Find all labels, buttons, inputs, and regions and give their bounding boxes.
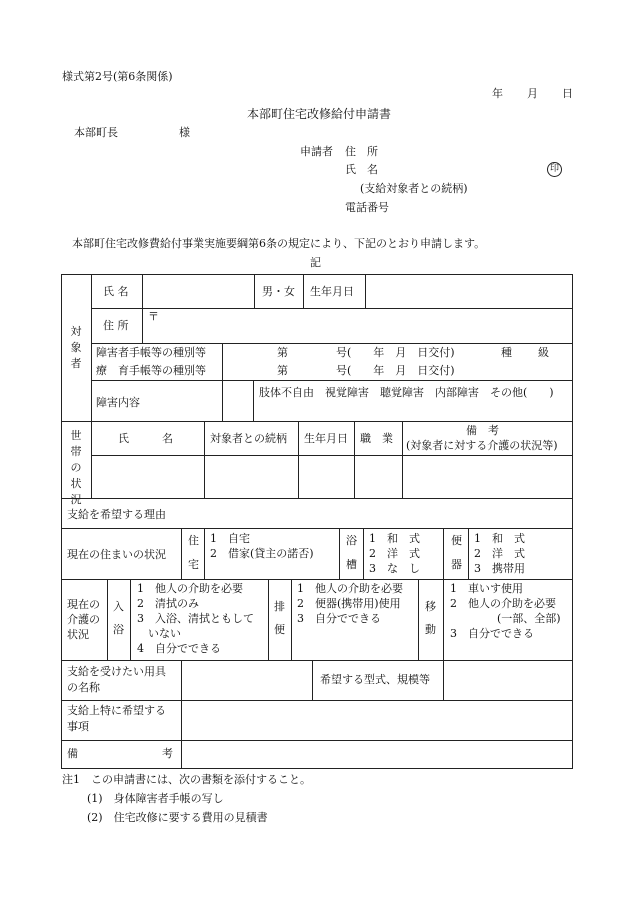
care-move-i: 移 xyxy=(425,600,436,613)
care-move-option-2: 2 他人の介助を必要 xyxy=(450,597,556,610)
date-year: 年 xyxy=(492,87,503,100)
date-month: 月 xyxy=(527,87,538,100)
subject-address-label: 住 所 xyxy=(103,319,129,332)
applicant-label: 申請者 xyxy=(300,145,333,158)
toilet-ben: 便 xyxy=(451,534,462,547)
bath-option-3: 3 な し xyxy=(369,562,420,575)
care-move-option-1: 1 車いす使用 xyxy=(450,582,523,595)
house-option-1: 1 自宅 xyxy=(210,532,250,545)
bath-yoku: 浴 xyxy=(346,534,357,547)
special-request-label: 支給上特に希望する xyxy=(67,704,166,717)
postal-mark: 〒 xyxy=(148,310,159,323)
equipment-label-2: の名称 xyxy=(67,681,100,694)
form-number: 様式第2号(第6条関係) xyxy=(62,70,173,83)
household-col-remarks: 備 考 xyxy=(466,424,499,437)
bath-option-2: 2 洋 式 xyxy=(369,547,420,560)
document-title: 本部町住宅改修給付申請書 xyxy=(247,107,392,121)
care-label-2: 介護の xyxy=(67,613,100,626)
rehab-handbook-label: 療 育手帳等の種別等 xyxy=(96,364,206,377)
seal-mark: 印 xyxy=(547,162,562,177)
addressee: 本部町長 xyxy=(74,126,118,139)
care-exc-option-3: 3 自分でできる xyxy=(297,612,381,625)
toilet-option-2: 2 洋 式 xyxy=(474,547,525,560)
care-bath-nyu: 入 xyxy=(113,600,124,613)
remarks-ko: 考 xyxy=(162,747,173,760)
care-bath-option-3: 3 入浴、清拭ともして xyxy=(137,612,254,625)
handbook-issue-1: 号( 年 月 日交付) xyxy=(336,346,455,359)
care-exc-ben: 便 xyxy=(274,623,285,636)
care-move-option-2b: (一部、全部) xyxy=(497,612,561,625)
household-col-birth: 生年月日 xyxy=(304,432,348,445)
ki-label: 記 xyxy=(310,256,321,269)
honorific: 様 xyxy=(179,126,190,139)
bath-option-1: 1 和 式 xyxy=(369,532,420,545)
bath-so: 槽 xyxy=(346,558,357,571)
subject-name-label: 氏 名 xyxy=(103,285,129,298)
care-label-3: 状況 xyxy=(67,628,89,641)
household-col-name: 氏 名 xyxy=(118,432,173,445)
birthdate-label: 生年月日 xyxy=(310,285,354,298)
care-bath-option-2: 2 清拭のみ xyxy=(137,597,199,610)
toilet-option-3: 3 携帯用 xyxy=(474,562,525,575)
handbook-shu: 種 xyxy=(501,346,512,359)
care-bath-option-4: 4 自分でできる xyxy=(137,642,221,655)
gender-label: 男・女 xyxy=(262,285,295,298)
care-bath-yoku: 浴 xyxy=(113,623,124,636)
handbook-type-label: 障害者手帳等の種別等 xyxy=(96,346,206,359)
phone-label: 電話番号 xyxy=(345,201,389,214)
applicant-address-label: 住 所 xyxy=(345,145,378,158)
disability-options: 肢体不自由 視覚障害 聴覚障害 内部障害 その他( ) xyxy=(259,386,554,399)
date-day: 日 xyxy=(562,87,573,100)
housing-taku: 宅 xyxy=(188,558,199,571)
model-label: 希望する型式、規模等 xyxy=(320,673,430,686)
house-option-2: 2 借家(貸主の諾否) xyxy=(210,547,314,560)
toilet-option-1: 1 和 式 xyxy=(474,532,525,545)
care-bath-option-1: 1 他人の介助を必要 xyxy=(137,582,243,595)
handbook-dai-2: 第 xyxy=(277,364,288,377)
care-bath-option-3b: いない xyxy=(137,627,181,640)
household-group-label: 世帯の状況 xyxy=(70,429,82,506)
remarks-bi: 備 xyxy=(67,747,78,760)
handbook-issue-2: 号( 年 月 日交付) xyxy=(336,364,455,377)
statement: 本部町住宅改修費給付事業実施要綱第6条の規定により、下記のとおり申請します。 xyxy=(72,237,486,250)
care-exc-option-2: 2 便器(携帯用)使用 xyxy=(297,597,401,610)
note-item-2: (2) 住宅改修に要する費用の見積書 xyxy=(87,811,268,824)
relation-note: (支給対象者との続柄) xyxy=(360,182,468,195)
care-label-1: 現在の xyxy=(67,598,100,611)
care-exc-option-1: 1 他人の介助を必要 xyxy=(297,582,403,595)
applicant-name-label: 氏 名 xyxy=(345,163,378,176)
note-line: 注1 この申請書には、次の書類を添付すること。 xyxy=(62,773,311,786)
reason-label: 支給を希望する理由 xyxy=(67,508,166,521)
care-move-do: 動 xyxy=(425,623,436,636)
care-move-option-3: 3 自分でできる xyxy=(450,627,534,640)
household-col-relation: 対象者との続柄 xyxy=(210,432,287,445)
household-col-remarks-note: (対象者に対する介護の状況等) xyxy=(406,439,558,452)
toilet-ki: 器 xyxy=(451,558,462,571)
care-exc-hai: 排 xyxy=(274,600,285,613)
equipment-label: 支給を受けたい用具 xyxy=(67,665,166,678)
household-col-job: 職 業 xyxy=(360,432,393,445)
disability-label: 障害内容 xyxy=(96,396,140,409)
housing-label: 現在の住まいの状況 xyxy=(67,548,166,561)
handbook-kyu: 級 xyxy=(538,346,549,359)
note-item-1: (1) 身体障害者手帳の写し xyxy=(87,792,224,805)
special-request-label-2: 事項 xyxy=(67,720,89,733)
handbook-dai-1: 第 xyxy=(277,346,288,359)
subject-group-label: 対象者 xyxy=(70,325,82,370)
housing-ju: 住 xyxy=(188,534,199,547)
